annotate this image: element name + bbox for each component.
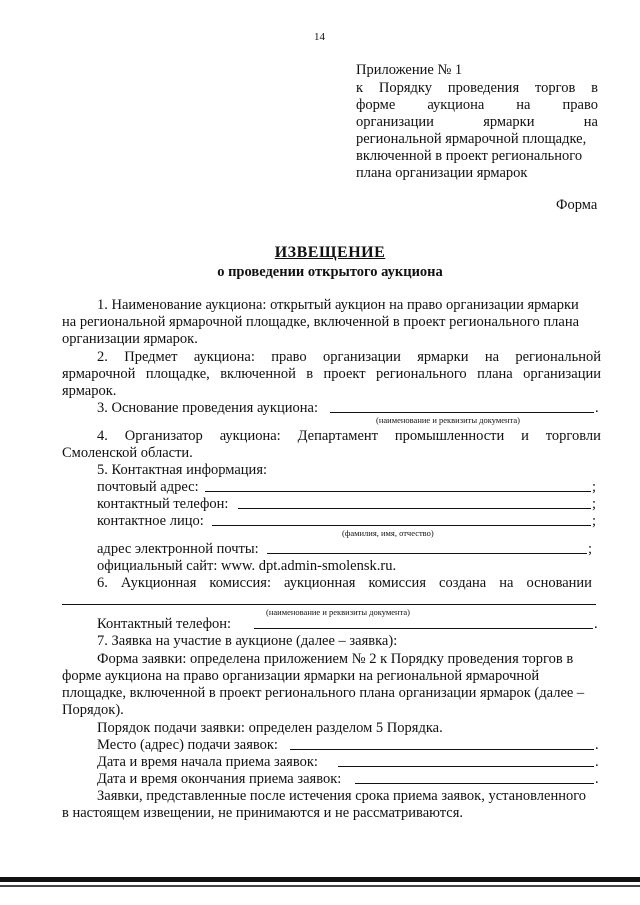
contact-phone-label: контактный телефон: [97,496,229,512]
item4-line1 [97,428,601,444]
item3-blank-line [330,412,594,413]
word: комиссия [368,575,426,591]
word: на [499,575,514,591]
document-title: ИЗВЕЩЕНИЕ [274,244,386,261]
item6-blank-line [62,604,596,605]
appendix-line [356,165,527,181]
appendix-word: проведения [447,80,520,96]
appendix-word: аукциона [427,97,485,113]
item5-label: 5. Контактная информация: [97,462,268,478]
appendix-word: Порядку [378,80,432,96]
appendix-line [356,114,598,130]
word: право [271,349,307,365]
postal-address-line [205,491,591,492]
appendix-word: торгов [534,80,576,96]
word: и [521,428,529,444]
appendix-line [356,148,582,164]
start-datetime-period: . [595,754,599,770]
item2-line1 [97,349,601,365]
form-app-line3: площадке, включенной в проект регионального плана организации ярмарок (далее – [62,685,585,701]
appendix-line [356,80,598,96]
email-semicolon: ; [588,541,593,557]
bottom-border-bar-thin [0,885,640,887]
word: создана [439,575,487,591]
appendix-word: организации [356,114,434,130]
word: Организатор [124,428,203,444]
start-datetime-line [338,766,594,767]
item6-line1 [97,575,592,591]
item3-period: . [595,400,599,416]
form-app-line4: Порядок). [62,702,124,718]
appendix-word: включенной в проект регионального [356,148,583,164]
appendix-word: к [356,80,364,96]
word: основании [526,575,592,591]
contact-person-line [212,525,591,526]
appendix-line [356,97,598,113]
submission-order-text: Порядок подачи заявки: определен разделом 5 Порядка. [97,720,443,736]
item3-caption: (наименование и реквизиты документа) [376,415,521,425]
word: аукционная [284,575,356,591]
appendix-word: форме [356,97,396,113]
commission-phone-label: Контактный телефон: [97,616,232,632]
end-datetime-line [355,783,594,784]
word: в [306,366,314,382]
contact-person-semicolon: ; [592,513,597,529]
end-datetime-label: Дата и время окончания приема заявок: [97,771,342,787]
contact-person-caption: (фамилия, имя, отчество) [342,528,434,538]
word: плана [477,366,513,382]
appendix-word: ярмарки [483,114,535,130]
appendix-word: на [583,114,598,130]
item1-line2: на региональной ярмарочной площадке, включенной в проект регионального плана [62,314,580,330]
item2-line2 [62,366,601,382]
word: регионального [376,366,467,382]
appendix-word: плана организации ярмарок [356,165,528,181]
email-line [267,553,587,554]
submission-place-period: . [595,737,599,753]
item7-label: 7. Заявка на участие в аукционе (далее – заявка): [97,633,398,649]
appendix-title: Приложение № 1 [356,62,463,78]
form-label: Форма [556,197,598,213]
item3-label: 3. Основание проведения аукциона: [97,400,318,416]
item1-line1: 1. Наименование аукциона: открытый аукцион на право организации ярмарки [97,297,579,313]
appendix-word: на [516,97,531,113]
word: 6. [97,575,108,591]
word: организации [523,366,601,382]
word: 2. [97,349,108,365]
page-number: 14 [314,31,325,43]
word: аукциона: [193,349,255,365]
bottom-border-bar [0,877,640,882]
submission-place-line [290,749,594,750]
item2-line3: ярмарок. [62,383,117,399]
word: площадке, [145,366,210,382]
postal-address-semicolon: ; [592,479,597,495]
commission-phone-period: . [594,616,598,632]
document-subtitle: о проведении открытого аукциона [217,264,443,280]
late-applications-line2: в настоящем извещении, не принимаются и не рассматриваются. [62,805,464,821]
end-datetime-period: . [595,771,599,787]
word: включенной [220,366,296,382]
late-applications-line1: Заявки, представленные после истечения срока приема заявок, установленного [97,788,587,804]
postal-address-label: почтовый адрес: [97,479,199,495]
word: организации [323,349,401,365]
word: торговли [545,428,601,444]
email-label: адрес электронной почты: [97,541,259,557]
commission-phone-line [254,628,593,629]
word: проект [323,366,366,382]
appendix-word: право [562,97,598,113]
word: промышленности [394,428,505,444]
word: Департамент [297,428,378,444]
item1-line3: организации ярмарок. [62,331,198,347]
appendix-line [356,131,586,147]
contact-phone-semicolon: ; [592,496,597,512]
word: региональной [515,349,601,365]
word: Предмет [124,349,178,365]
word: аукциона: [219,428,281,444]
appendix-word: региональной ярмарочной площадке, [356,131,587,147]
item4-line2: Смоленской области. [62,445,193,461]
word: на [484,349,500,365]
word: Аукционная [120,575,197,591]
form-app-line2: форме аукциона на право организации ярмарки на региональной ярмарочной [62,668,540,684]
word: ярмарки [417,349,469,365]
submission-place-label: Место (адрес) подачи заявок: [97,737,278,753]
word: 4. [97,428,108,444]
form-app-line1: Форма заявки: определена приложением № 2 к Порядку проведения торгов в [97,651,574,667]
website-text: официальный сайт: www. dpt.admin-smolensk.ru. [97,558,397,574]
appendix-word: в [591,80,598,96]
contact-person-label: контактное лицо: [97,513,204,529]
word: ярмарочной [62,366,136,382]
start-datetime-label: Дата и время начала приема заявок: [97,754,318,770]
contact-phone-line [238,508,591,509]
item6-caption: (наименование и реквизиты документа) [266,607,411,617]
word: комиссия: [209,575,271,591]
